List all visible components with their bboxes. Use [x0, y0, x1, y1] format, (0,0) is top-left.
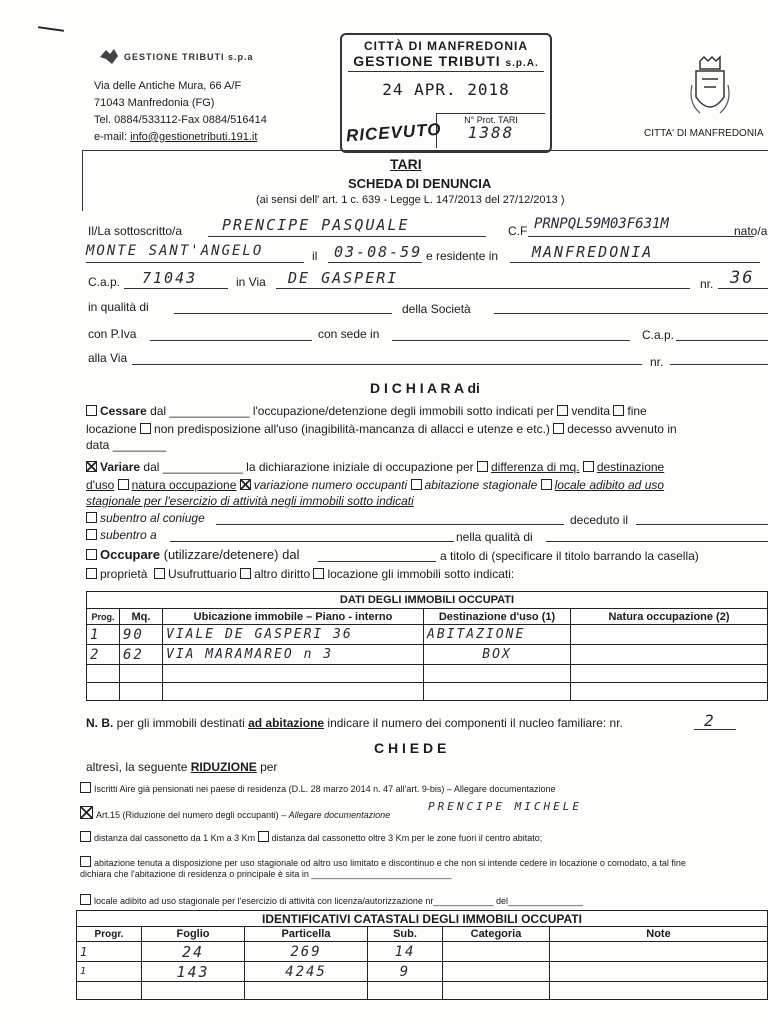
subentro-a-label: subentro a [100, 528, 157, 542]
company-logo-text: GESTIONE TRIBUTI s.p.a [124, 52, 254, 62]
uso-label: d'uso [86, 478, 115, 492]
stagionale-label: abitazione stagionale [424, 478, 538, 492]
nella-qualita-label: nella qualità di [456, 530, 533, 544]
table-cell[interactable]: 24 [142, 942, 245, 962]
riduzione-label: RIDUZIONE [190, 760, 257, 774]
riduzione-opt4 [80, 856, 686, 868]
subentro-coniuge-row [86, 511, 205, 525]
stamp-prot-label: N° Prot. TARI [464, 115, 518, 125]
destinazione-label: destinazione [596, 460, 665, 474]
altro-diritto-label: altro diritto [254, 567, 311, 581]
chiede-intro-end: per [256, 760, 278, 774]
resident-label: e residente in [426, 249, 499, 263]
subentro-a-checkbox[interactable] [86, 529, 97, 540]
numero-occupanti-label: variazione numero occupanti [253, 478, 408, 492]
art15-allegare: Allegare documentazione [288, 810, 391, 820]
table-cell[interactable]: 90 [120, 625, 163, 645]
stamp-city: CITTÀ DI MANFREDONIA [364, 39, 528, 53]
born-place[interactable]: MONTE SANT'ANGELO [86, 243, 264, 259]
variare-line3: stagionale per l'esercizio di attività negli immobili sotto indicati [86, 494, 414, 508]
undersigned-label: Il/La sottoscritto/a [88, 224, 183, 238]
occupare-text: (utilizzare/detenere) dal [163, 547, 300, 562]
occupare-checkbox[interactable] [86, 549, 97, 560]
locale-checkbox[interactable] [541, 479, 552, 490]
table-cell[interactable]: 4245 [245, 962, 368, 982]
distanza-oltre-checkbox[interactable] [258, 831, 269, 842]
decesso-checkbox[interactable] [553, 423, 564, 434]
email-label: e-mail: [94, 131, 131, 143]
table-cell[interactable]: 1 [77, 942, 142, 962]
fine-checkbox[interactable] [613, 405, 624, 416]
locale-stagionale-checkbox[interactable] [80, 894, 91, 905]
variare-label: Variare [100, 460, 141, 474]
cessare-data: data ________ [86, 438, 167, 452]
aire-label: Iscritti Aire già pensionati nei paese di residenza (D.L. 28 marzo 2014 n. 47 all'art. 9-bis) – Allegare documentazione [94, 784, 556, 794]
table-cell[interactable] [424, 665, 571, 683]
table-cell[interactable] [245, 982, 368, 1000]
riduzione-opt5 [80, 894, 583, 906]
immobili-table-wrap [86, 591, 768, 701]
undersigned-value[interactable]: PRENCIPE PASQUALE [222, 216, 410, 234]
table-cell[interactable]: 1 [77, 962, 142, 982]
table-cell[interactable] [550, 942, 768, 962]
natura-checkbox[interactable] [118, 479, 129, 490]
table-cell[interactable]: 269 [245, 942, 368, 962]
abitazione-residenza: dichiara che l'abitazione di residenza o principale è sita in ____________________________ [80, 869, 452, 879]
address-line2: 71043 Manfredonia (FG) [94, 97, 215, 109]
col-sub: Sub. [368, 927, 443, 942]
table-row [87, 625, 768, 645]
destinazione-checkbox[interactable] [583, 461, 594, 472]
subentro-coniuge-checkbox[interactable] [86, 512, 97, 523]
stamp-received: RICEVUTO [345, 119, 443, 146]
table-row [77, 962, 768, 982]
diff-mq-checkbox[interactable] [477, 461, 488, 472]
form-title: TARI [390, 156, 422, 172]
abitazione-disposizione-checkbox[interactable] [80, 856, 91, 867]
table-row [87, 683, 768, 701]
usufruttuario-label: Usufruttuario [168, 567, 237, 581]
phone-fax: Tel. 0884/533112-Fax 0884/516414 [94, 114, 267, 126]
distanza-1-3-label: distanza dal cassonetto da 1 Km a 3 Km [94, 833, 256, 843]
nr-label: nr. [700, 277, 714, 291]
table-cell[interactable] [424, 683, 571, 701]
cessare-line2 [86, 422, 677, 436]
nb-text1: per gli immobili destinati [113, 716, 249, 730]
catasto-table-wrap [76, 910, 768, 1000]
table-cell[interactable] [77, 982, 142, 1000]
col-foglio: Foglio [142, 927, 245, 942]
address-line1: Via delle Antiche Mura, 66 A/F [94, 80, 242, 92]
art15-label: Art.15 (Riduzione del numero degli occupanti) – [96, 810, 287, 820]
cap2-label: C.a.p. [642, 328, 675, 342]
table-row [77, 982, 768, 1000]
chiede-intro-text: altresì, la seguente [86, 760, 191, 774]
via2-label: alla Via [88, 351, 128, 365]
col-destinazione: Destinazione d'uso (1) [424, 609, 571, 625]
table-cell[interactable]: VIA MARAMAREO n 3 [163, 645, 424, 665]
table-cell[interactable] [550, 962, 768, 982]
locale-label: locale adibito ad uso [554, 478, 665, 492]
subentro-coniuge-label: subentro al coniuge [100, 511, 205, 525]
locazione-immobili-label: locazione gli immobili sotto indicati: [327, 567, 515, 581]
variare-line1 [86, 460, 664, 474]
table-cell[interactable]: 143 [142, 962, 245, 982]
cap-value[interactable]: 71043 [142, 269, 198, 287]
col-progr: Progr. [77, 927, 142, 942]
nr2-label: nr. [650, 355, 664, 369]
stamp-prot-box [436, 113, 545, 148]
via-label: in Via [236, 275, 266, 289]
table-cell[interactable] [87, 683, 120, 701]
usufruttuario-checkbox[interactable] [154, 568, 165, 579]
distanza-oltre-label: distanza dal cassonetto oltre 3 Km per le zone fuori il centro abitato; [271, 833, 543, 843]
email-line [94, 129, 267, 146]
nonpred-checkbox[interactable] [140, 423, 151, 434]
form-subtitle: SCHEDA DI DENUNCIA [348, 176, 492, 191]
immobili-table-title: DATI DEGLI IMMOBILI OCCUPATI [87, 592, 768, 609]
corner-mark [38, 26, 64, 32]
il-label: il [312, 249, 318, 263]
chiede-intro [86, 760, 277, 774]
city-crest-icon [686, 55, 734, 125]
aire-checkbox[interactable] [80, 782, 91, 793]
nb-line [86, 716, 623, 730]
gestione-tributi-logo-icon [98, 48, 120, 66]
variare-checkbox[interactable] [86, 461, 97, 472]
birth-date[interactable]: 03-08-59 [334, 243, 423, 261]
subentro-a-row [86, 528, 157, 542]
art15-hand-name[interactable]: PRENCIPE MICHELE [428, 800, 582, 813]
stamp-office-suffix: s.p.A. [505, 58, 539, 69]
table-cell[interactable] [142, 982, 245, 1000]
received-stamp [340, 33, 552, 153]
table-cell[interactable]: 14 [368, 942, 443, 962]
deceduto-label: deceduto il [570, 513, 629, 527]
art15-checkbox[interactable] [80, 806, 93, 819]
variare-text: dal ____________ la dichiarazione iniziale di occupazione per [143, 460, 474, 474]
city-caption: CITTA' DI MANFREDONIA [644, 128, 764, 139]
abitazione-disposizione-label: abitazione tenuta a disposizione per uso stagionale od altro uso limitato e discontinuo e che non si intende cedere in locazione o comodato, a tal fine [94, 858, 686, 868]
cf-value[interactable]: PRNPQL59M03F631M [534, 216, 669, 232]
table-cell[interactable]: 2 [87, 645, 120, 665]
table-cell[interactable] [163, 683, 424, 701]
col-mq: Mq. [120, 609, 163, 625]
catasto-table [76, 910, 768, 1000]
table-row [87, 665, 768, 683]
vendita-checkbox[interactable] [557, 405, 568, 416]
cessare-text1: dal ____________ l'occupazione/detenzione degli immobili sotto indicati per [150, 404, 554, 418]
natura-label: natura occupazione [131, 478, 237, 492]
locazione-checkbox[interactable] [313, 568, 324, 579]
table-cell[interactable] [87, 665, 120, 683]
locale-stagionale-label: locale adibito ad uso stagionale per l'esercizio di attività con licenza/autorizzazione nr____________ del_______________ [94, 896, 584, 906]
societa-label: della Società [402, 302, 471, 316]
col-note: Note [550, 927, 768, 942]
qualita-label: in qualità di [88, 300, 149, 314]
table-cell[interactable]: VIALE DE GASPERI 36 [163, 625, 424, 645]
cf-label: C.F [508, 224, 528, 238]
occupare-row [86, 547, 299, 562]
col-categoria: Categoria [443, 927, 550, 942]
cap-label: C.a.p. [88, 275, 121, 289]
dichiara-heading: D I C H I A R A di [370, 380, 480, 396]
variare-line2 [86, 478, 664, 492]
table-cell[interactable] [571, 645, 768, 665]
catasto-table-title: IDENTIFICATIVI CATASTALI DEGLI IMMOBILI OCCUPATI [77, 911, 768, 927]
via-value[interactable]: DE GASPERI [288, 269, 399, 287]
table-cell[interactable] [550, 982, 768, 1000]
born-label: nato/a [734, 224, 768, 238]
resident-value[interactable]: MANFREDONIA [532, 243, 654, 261]
table-row [87, 645, 768, 665]
cessare-line1 [86, 404, 647, 418]
nb-text2: indicare il numero dei componenti il nucleo familiare: nr. [324, 716, 623, 730]
table-row [77, 942, 768, 962]
stagionale-checkbox[interactable] [411, 479, 422, 490]
proprieta-label: proprietà [100, 567, 148, 581]
altro-diritto-checkbox[interactable] [240, 568, 251, 579]
cessare-checkbox[interactable] [86, 405, 97, 416]
table-cell[interactable]: 62 [120, 645, 163, 665]
riduzione-opt3 [80, 831, 542, 843]
table-cell[interactable] [120, 665, 163, 683]
stamp-date: 24 APR. 2018 [382, 80, 510, 99]
nonpred-label: non predisposizione all'uso (inagibilità-mancanza di allacci e utenze e etc.) [154, 422, 550, 436]
locazione-label: locazione [86, 422, 137, 436]
form-legal-ref: (ai sensi dell' art. 1 c. 639 - Legge L. 147/2013 del 27/12/2013 ) [256, 194, 565, 206]
table-cell[interactable] [571, 625, 768, 645]
immobili-table [86, 591, 768, 701]
company-logo [98, 48, 254, 66]
fine-label: fine [627, 404, 647, 418]
table-cell[interactable] [571, 665, 768, 683]
col-ubicazione: Ubicazione immobile – Piano - interno [163, 609, 424, 625]
table-cell[interactable]: BOX [424, 645, 571, 665]
col-particella: Particella [245, 927, 368, 942]
table-cell[interactable] [368, 982, 443, 1000]
table-cell[interactable]: 1 [87, 625, 120, 645]
table-cell[interactable] [443, 982, 550, 1000]
table-cell[interactable]: 9 [368, 962, 443, 982]
table-cell[interactable] [443, 962, 550, 982]
numero-occupanti-checkbox[interactable] [240, 479, 251, 490]
riduzione-opt1 [80, 782, 555, 794]
diff-mq-label: differenza di mq. [490, 460, 580, 474]
occupare-label: Occupare [100, 547, 160, 562]
nb-bold: ad abitazione [248, 716, 325, 730]
sede-label: con sede in [318, 327, 380, 341]
proprieta-checkbox[interactable] [86, 568, 97, 579]
email-link[interactable]: info@gestionetributi.191.it [130, 131, 258, 143]
vendita-label: vendita [571, 404, 611, 418]
col-prog: Prog. [87, 609, 120, 625]
distanza-1-3-checkbox[interactable] [80, 831, 91, 842]
stamp-office: GESTIONE TRIBUTI [353, 53, 501, 69]
table-cell[interactable] [443, 942, 550, 962]
table-cell[interactable] [120, 683, 163, 701]
decesso-label: decesso avvenuto in [567, 422, 677, 436]
riduzione-opt2 [80, 806, 390, 820]
chiede-heading: C H I E D E [374, 740, 447, 756]
stamp-prot-number: 1388 [467, 123, 515, 142]
nr-value[interactable]: 36 [730, 268, 755, 288]
nb-value[interactable]: 2 [704, 711, 716, 730]
occupare-titolo: a titolo di (specificare il titolo barrando la casella) [440, 549, 699, 563]
piva-label: con P.Iva [88, 327, 137, 341]
table-cell[interactable] [163, 665, 424, 683]
nb-prefix: N. B. [86, 716, 114, 730]
titolo-options-row [86, 567, 514, 581]
cessare-label: Cessare [100, 404, 147, 418]
table-cell[interactable] [571, 683, 768, 701]
col-natura: Natura occupazione (2) [571, 609, 768, 625]
table-cell[interactable]: ABITAZIONE [424, 625, 571, 645]
